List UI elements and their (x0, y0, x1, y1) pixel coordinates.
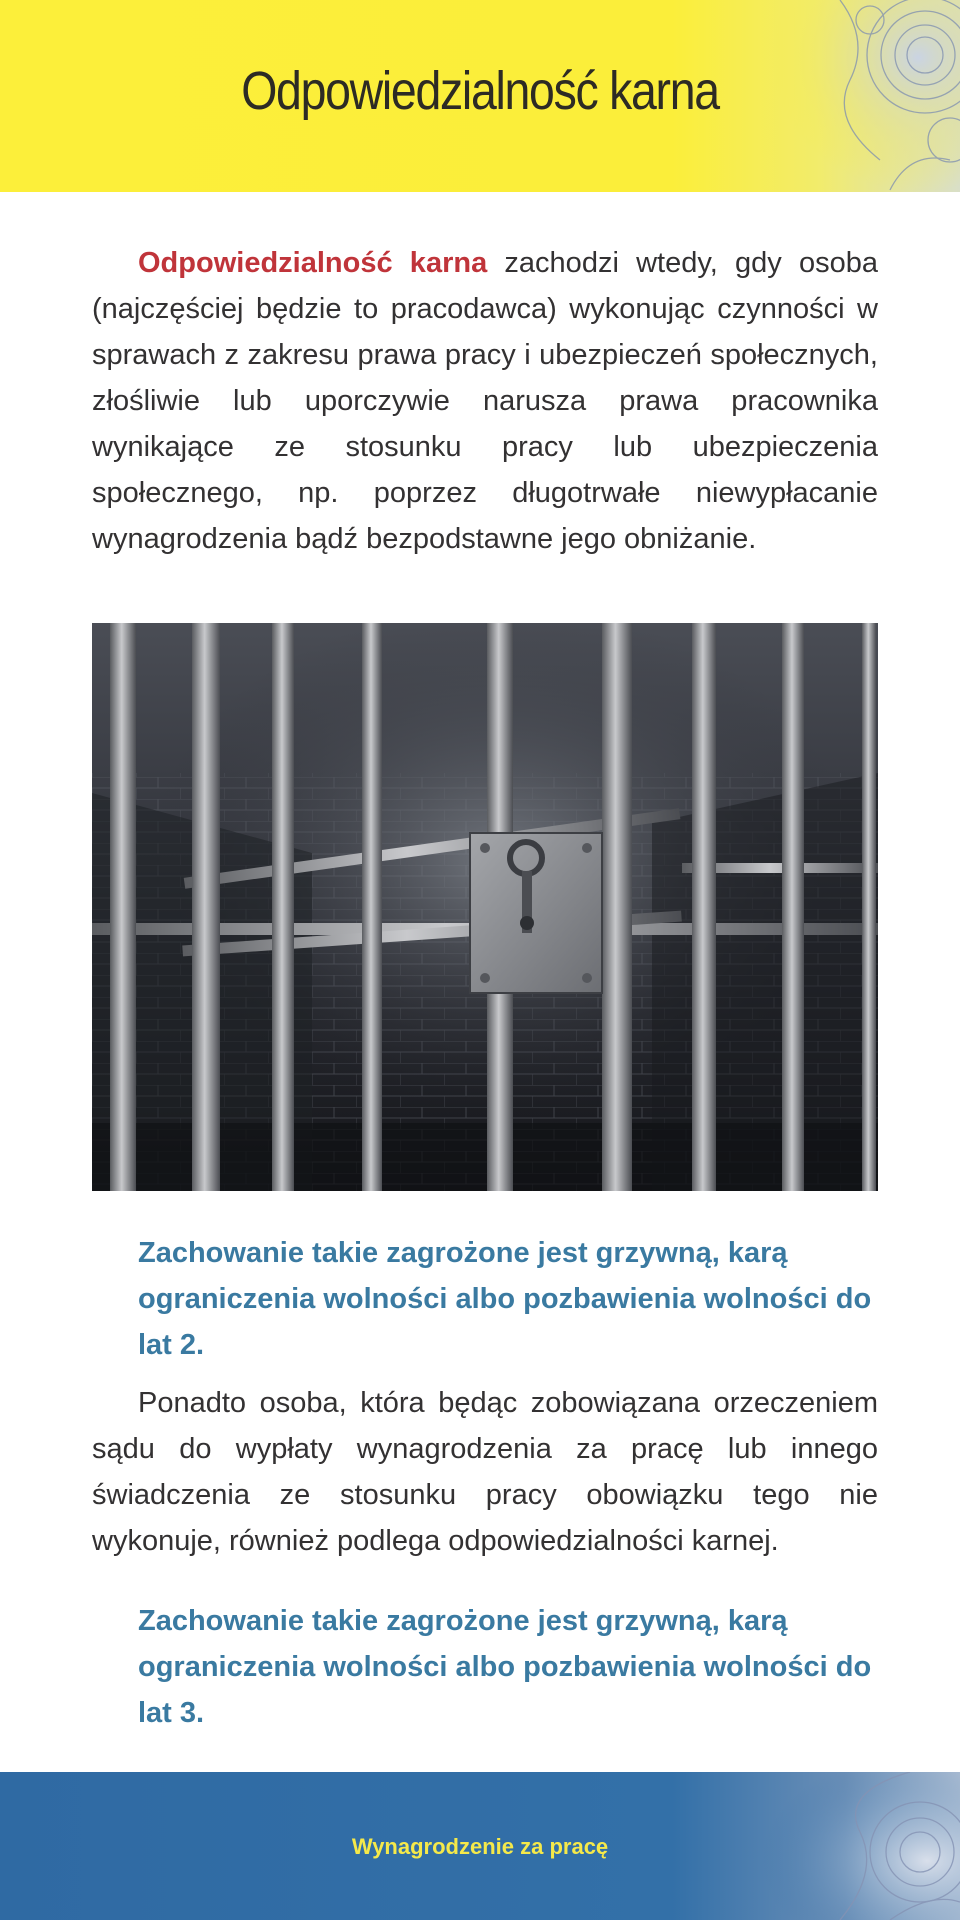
footer-band (0, 1772, 960, 1920)
header-band (0, 0, 960, 192)
intro-paragraph (92, 240, 878, 562)
prison-cell-photo (92, 623, 878, 1191)
lead-term: Odpowiedzialność karna (138, 247, 488, 279)
paragraph-2: Ponadto osoba, która będąc zobowiązana orzeczeniem sądu do wypłaty wynagrodzenia za pracę lub innego świadczenia ze stosunku pracy obowiązku tego nie wykonuje, również podlega odpowiedzialności karnej. (92, 1387, 878, 1557)
footer-title: Wynagrodzenie za pracę (351, 1834, 609, 1859)
penalty-highlight-1: Zachowanie takie zagrożone jest grzywną, karą ograniczenia wolności albo pozbawienia wolności do lat 2. (138, 1237, 872, 1361)
penalty-highlight-2: Zachowanie takie zagrożone jest grzywną, karą ograniczenia wolności albo pozbawienia wolności do lat 3. (138, 1605, 872, 1729)
page-title: Odpowiedzialność karna (241, 61, 719, 121)
intro-text: zachodzi wtedy, gdy osoba (najczęściej będzie to pracodawca) wykonując czynności w sprawach z zakresu prawa pracy i ubezpieczeń społecznych, złośliwie lub uporczywie narusza prawa pracownika wynikające ze stosunku pracy lub ubezpieczenia społecznego, np. poprzez długotrwałe niewypłacanie wynagrodzenia bądź bezpodstawne jego obniżanie. (92, 247, 878, 555)
